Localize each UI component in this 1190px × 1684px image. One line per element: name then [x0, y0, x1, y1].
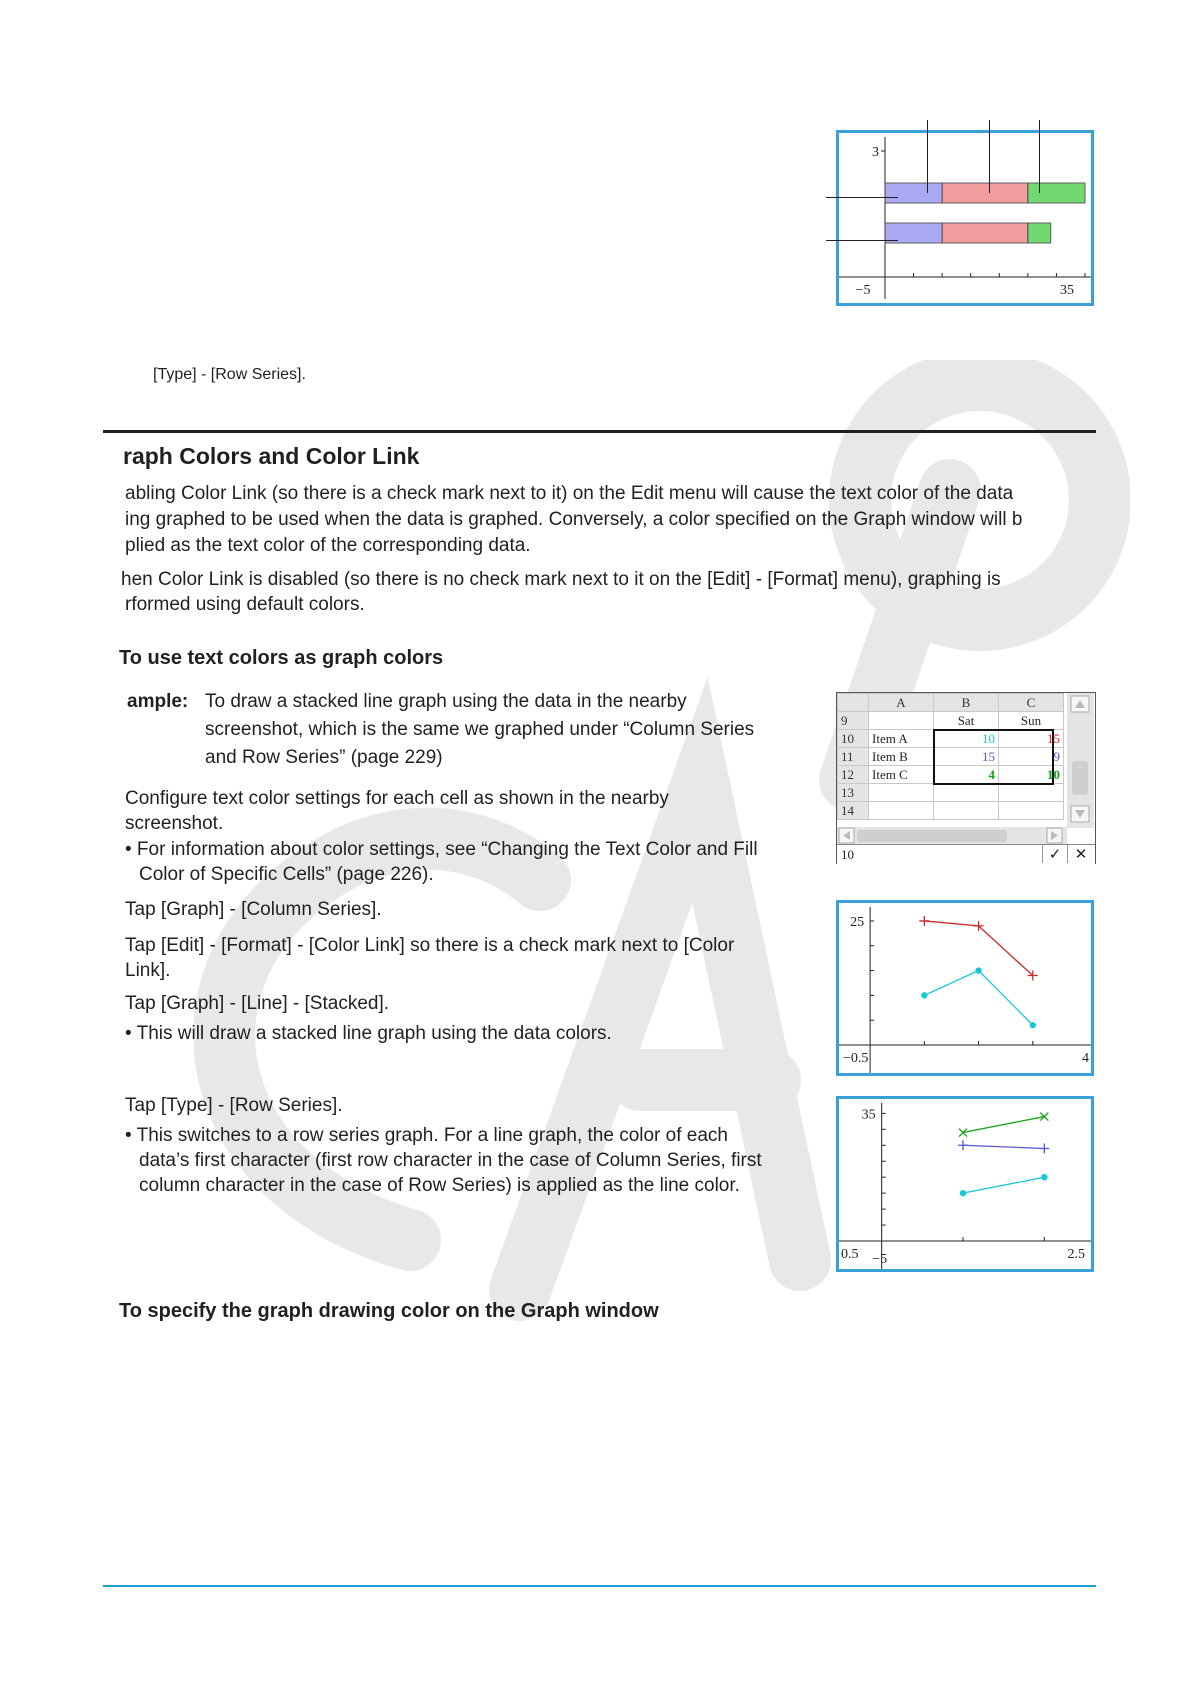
data-point — [1039, 1143, 1049, 1153]
selected-range — [933, 729, 1054, 785]
step-4: Tap [Graph] - [Line] - [Stacked]. — [125, 993, 390, 1014]
column-header[interactable]: A — [869, 694, 934, 712]
cell[interactable] — [869, 802, 934, 820]
y-tick-label: 25 — [850, 914, 865, 930]
data-point — [1041, 1174, 1047, 1180]
column-series-line-chart — [839, 903, 1091, 1073]
spreadsheet-screenshot — [836, 692, 1096, 864]
para-line: plied as the text color of the corresponding data. — [125, 535, 531, 556]
para-color-link-disabled — [121, 567, 1001, 617]
bullet-line: column character in the case of Row Series) is applied as the line color. — [139, 1175, 740, 1196]
table-row — [838, 712, 1064, 730]
stacked-bar-chart — [839, 133, 1091, 303]
row-number[interactable]: 9 — [838, 712, 869, 730]
section-title: raph Colors and Color Link — [123, 443, 420, 469]
x-max-label: 4 — [1082, 1051, 1089, 1066]
step-5-bullet — [125, 1123, 762, 1198]
table-row — [838, 784, 1064, 802]
callout-line — [927, 120, 928, 193]
vertical-scrollbar[interactable] — [1067, 693, 1094, 828]
para-line: hen Color Link is disabled (so there is no check mark next to it on the [Edit] - [Format] menu), graphing is — [121, 569, 1001, 590]
cell[interactable] — [934, 784, 999, 802]
bar-segment — [1028, 223, 1051, 243]
series-line — [963, 1117, 1044, 1133]
corner-cell — [838, 694, 869, 712]
bar-segment — [1028, 183, 1085, 203]
row-number[interactable]: 12 — [838, 766, 869, 784]
data-point — [958, 1140, 968, 1150]
horizontal-scrollbar-graphic — [837, 827, 1067, 845]
callout-line — [989, 120, 990, 193]
bullet-line: • This switches to a row series graph. For a line graph, the color of each — [125, 1125, 728, 1146]
callout-line — [826, 240, 898, 241]
x-min-label: −5 — [855, 283, 871, 298]
cell[interactable]: 15 — [934, 748, 999, 766]
x-min-label: −0.5 — [843, 1051, 869, 1066]
row-number[interactable]: 13 — [838, 784, 869, 802]
step-5: Tap [Type] - [Row Series]. — [125, 1095, 343, 1116]
step-1 — [125, 786, 669, 836]
subhead-graph-window-color: To specify the graph drawing color on the Graph window — [119, 1300, 659, 1322]
cell[interactable]: Item B — [869, 748, 934, 766]
section-rule — [103, 430, 1096, 433]
column-series-line-graph-window — [836, 900, 1094, 1076]
cell[interactable]: 15 — [999, 730, 1064, 748]
cell-entry-bar[interactable] — [837, 844, 1095, 864]
table-row — [838, 802, 1064, 820]
bullet-line: Color of Specific Cells” (page 226). — [139, 864, 434, 885]
row-number[interactable]: 10 — [838, 730, 869, 748]
callout-line — [826, 197, 898, 198]
para-line: ing graphed to be used when the data is graphed. Conversely, a color specified on the Graph window will b — [125, 509, 1023, 530]
subhead-text-colors: To use text colors as graph colors — [119, 647, 444, 669]
example-line: and Row Series” (page 229) — [205, 747, 443, 768]
bar-segment — [942, 183, 1028, 203]
step-3 — [125, 933, 734, 983]
cell[interactable]: 4 — [934, 766, 999, 784]
series-line — [963, 1145, 1044, 1148]
callout-line — [1039, 120, 1040, 193]
data-point — [1030, 1022, 1036, 1028]
row-series-line-graph-window — [836, 1096, 1094, 1272]
para-line: rformed using default colors. — [125, 594, 365, 615]
bullet-line: • For information about color settings, see “Changing the Text Color and Fill — [125, 839, 758, 860]
step-line: Tap [Edit] - [Format] - [Color Link] so there is a check mark next to [Color — [125, 935, 735, 956]
column-header[interactable]: B — [934, 694, 999, 712]
caption-type-row-series: [Type] - [Row Series]. — [153, 366, 306, 383]
data-point — [921, 992, 927, 998]
cell[interactable]: 10 — [999, 766, 1064, 784]
step-line: screenshot. — [125, 813, 224, 834]
series-line — [963, 1177, 1044, 1193]
bar-segment — [885, 183, 942, 203]
para-line: abling Color Link (so there is a check mark next to it) on the Edit menu will cause the text color of the data — [125, 483, 1014, 504]
cell[interactable] — [999, 802, 1064, 820]
x-max-label: 2.5 — [1067, 1247, 1085, 1262]
example-label: ample: — [127, 691, 189, 712]
example-line: To draw a stacked line graph using the data in the nearby — [205, 691, 687, 712]
cell[interactable] — [869, 712, 934, 730]
series-line — [924, 971, 1032, 1026]
step-4-bullet: • This will draw a stacked line graph using the data colors. — [125, 1023, 612, 1044]
cell[interactable]: Sat — [934, 712, 999, 730]
x-max-label: 35 — [1060, 283, 1074, 298]
cell[interactable]: 10 — [934, 730, 999, 748]
step-line: Configure text color settings for each cell as shown in the nearby — [125, 788, 669, 809]
row-series-line-chart — [839, 1099, 1091, 1269]
cell[interactable] — [869, 784, 934, 802]
data-point — [919, 916, 929, 926]
y-tick-label: 35 — [861, 1107, 876, 1123]
x-min-label: 0.5 — [841, 1247, 859, 1262]
y-tick-label: 3 — [872, 145, 879, 160]
bar-segment — [942, 223, 1028, 243]
bullet-line: data’s first character (first row character in the case of Column Series, first — [139, 1150, 762, 1171]
column-header[interactable]: C — [999, 694, 1064, 712]
row-number[interactable]: 14 — [838, 802, 869, 820]
example-line: screenshot, which is the same we graphed under “Column Series — [205, 719, 755, 740]
data-point — [975, 967, 981, 973]
cell[interactable] — [934, 802, 999, 820]
example-text — [205, 689, 754, 770]
cell[interactable]: Item C — [869, 766, 934, 784]
data-point — [960, 1190, 966, 1196]
cell[interactable] — [999, 784, 1064, 802]
entry-value: 10 — [841, 847, 854, 862]
cell[interactable]: Item A — [869, 730, 934, 748]
step-line: Link]. — [125, 960, 171, 981]
step-2: Tap [Graph] - [Column Series]. — [125, 899, 382, 920]
y-min-label: −5 — [872, 1252, 888, 1267]
column-header-row — [838, 694, 1064, 712]
row-number[interactable]: 11 — [838, 748, 869, 766]
horizontal-scrollbar[interactable] — [837, 827, 1067, 845]
cell[interactable]: 9 — [999, 748, 1064, 766]
step-1-bullet — [125, 837, 758, 887]
cancel-icon[interactable]: ✕ — [1067, 845, 1094, 863]
para-color-link-enabled — [125, 481, 1022, 558]
confirm-icon[interactable]: ✓ — [1042, 845, 1067, 863]
cell[interactable]: Sun — [999, 712, 1064, 730]
stacked-bar-graph-window — [836, 130, 1094, 306]
vertical-scrollbar-graphic — [1067, 693, 1094, 828]
footer-rule — [103, 1585, 1096, 1587]
